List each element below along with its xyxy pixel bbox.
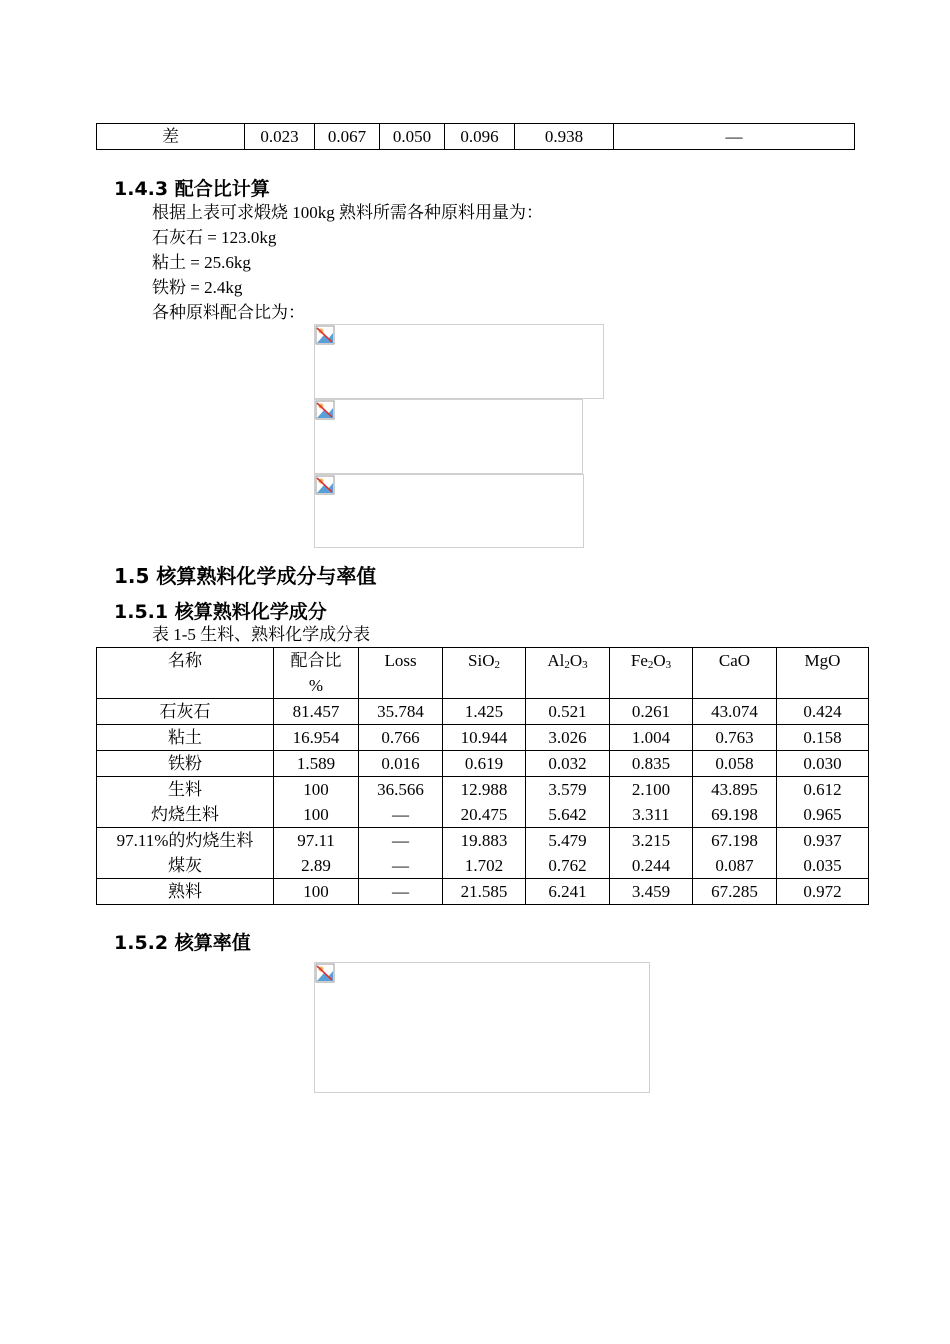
table-cell-pair bbox=[526, 777, 610, 828]
table-cell-line: — bbox=[392, 805, 409, 824]
table-row bbox=[97, 751, 869, 777]
header-mgo: MgO bbox=[777, 648, 869, 699]
table-cell: 熟料 bbox=[97, 879, 274, 905]
fe2o3-b: O bbox=[653, 651, 666, 670]
table-cell-pair bbox=[274, 777, 359, 828]
table-cell-line: 灼烧生料 bbox=[151, 805, 219, 824]
table-cell-line: 0.087 bbox=[715, 856, 754, 875]
table-cell-pair bbox=[443, 777, 526, 828]
table-cell: 粘土 bbox=[97, 725, 274, 751]
formula-image-2 bbox=[314, 399, 583, 474]
table-header-row bbox=[97, 648, 869, 699]
table-row bbox=[97, 699, 869, 725]
broken-image-icon bbox=[315, 475, 335, 495]
table-cell: 0.016 bbox=[359, 751, 443, 777]
table-cell: 0.763 bbox=[693, 725, 777, 751]
table-cell-line: 0.244 bbox=[631, 856, 671, 875]
table-cell-line: 100 bbox=[303, 805, 329, 824]
al2o3-s1: 2 bbox=[564, 659, 570, 671]
table-cell: 0.835 bbox=[610, 751, 693, 777]
fe2o3-a: Fe bbox=[630, 651, 648, 670]
table-cell: 0.766 bbox=[359, 725, 443, 751]
table-cell-line: 67.198 bbox=[711, 831, 758, 850]
table-cell: 81.457 bbox=[274, 699, 359, 725]
table-cell: 3.459 bbox=[610, 879, 693, 905]
table-cell-pair bbox=[526, 828, 610, 879]
table-cell: 6.241 bbox=[526, 879, 610, 905]
header-ratio bbox=[274, 648, 359, 699]
table-cell: 43.074 bbox=[693, 699, 777, 725]
table-cell-line: 2.89 bbox=[301, 856, 331, 875]
table-cell-line: 0.762 bbox=[548, 856, 587, 875]
section-heading-1-5: 1.5 核算熟料化学成分与率值 bbox=[114, 564, 377, 588]
sio2-sub: 2 bbox=[494, 659, 500, 671]
table-cell: 0.030 bbox=[777, 751, 869, 777]
table-row-group bbox=[97, 777, 869, 828]
iron-powder-amount: 铁粉 = 2.4kg bbox=[152, 278, 243, 297]
table-cell: 16.954 bbox=[274, 725, 359, 751]
table-cell-pair bbox=[610, 777, 693, 828]
formula-image-1 bbox=[314, 324, 604, 399]
table-cell-pair bbox=[693, 828, 777, 879]
table-cell: — bbox=[359, 879, 443, 905]
formula-image-4 bbox=[314, 962, 650, 1093]
table-cell-line: 5.642 bbox=[548, 805, 587, 824]
table-cell: 0.032 bbox=[526, 751, 610, 777]
table-cell-line: 12.988 bbox=[460, 780, 508, 799]
table-cell: 0.521 bbox=[526, 699, 610, 725]
table-cell-pair bbox=[693, 777, 777, 828]
table-cell-line: 36.566 bbox=[377, 780, 424, 799]
table-cell-pair bbox=[97, 777, 274, 828]
table-cell-pair bbox=[359, 828, 443, 879]
fe2o3-s1: 2 bbox=[647, 659, 654, 671]
al2o3-s2: 3 bbox=[582, 659, 588, 671]
table-cell: 1.589 bbox=[274, 751, 359, 777]
table-cell-line: 100 bbox=[303, 780, 329, 799]
table-cell-line: 5.479 bbox=[548, 831, 587, 850]
table-cell-line: — bbox=[392, 831, 409, 850]
table-cell-line: 20.475 bbox=[460, 805, 508, 824]
ratio-intro: 各种原料配合比为： bbox=[152, 303, 305, 322]
table-cell: 铁粉 bbox=[97, 751, 274, 777]
table-cell: 35.784 bbox=[359, 699, 443, 725]
table-cell: 67.285 bbox=[693, 879, 777, 905]
table-cell: 100 bbox=[274, 879, 359, 905]
table-cell: 1.004 bbox=[610, 725, 693, 751]
table-cell: 0.058 bbox=[693, 751, 777, 777]
table-cell: 0.096 bbox=[445, 124, 515, 150]
table-cell-pair bbox=[777, 828, 869, 879]
limestone-amount: 石灰石 = 123.0kg bbox=[152, 228, 277, 247]
table-cell: 0.023 bbox=[245, 124, 315, 150]
table-cell: 0.067 bbox=[315, 124, 380, 150]
formula-image-3 bbox=[314, 474, 584, 548]
table-cell-line: 0.937 bbox=[803, 831, 842, 850]
table-cell: 差 bbox=[97, 124, 245, 150]
broken-image-icon bbox=[315, 400, 335, 420]
table-cell-line: 0.965 bbox=[803, 805, 842, 824]
header-al2o3 bbox=[526, 648, 610, 699]
table-cell-line: 3.311 bbox=[632, 805, 670, 824]
table-cell-line: 97.11%的灼烧生料 bbox=[116, 831, 254, 850]
table-cell-line: 97.11 bbox=[297, 831, 335, 850]
table-cell: 21.585 bbox=[443, 879, 526, 905]
clay-amount: 粘土 = 25.6kg bbox=[152, 253, 251, 272]
section-heading-1-5-1: 1.5.1 核算熟料化学成分 bbox=[114, 601, 327, 623]
table-row bbox=[97, 879, 869, 905]
table-cell: 10.944 bbox=[443, 725, 526, 751]
table-cell: 0.938 bbox=[515, 124, 614, 150]
table-cell-pair bbox=[777, 777, 869, 828]
table-cell-line: 0.035 bbox=[803, 856, 842, 875]
table-cell-line: 1.702 bbox=[464, 856, 504, 875]
header-loss: Loss bbox=[359, 648, 443, 699]
table-row-group bbox=[97, 828, 869, 879]
table-cell-pair bbox=[359, 777, 443, 828]
table-row bbox=[97, 124, 855, 150]
header-name: 名称 bbox=[97, 648, 274, 699]
header-sio2 bbox=[443, 648, 526, 699]
table-cell-line: 19.883 bbox=[460, 831, 508, 850]
table-cell: 1.425 bbox=[443, 699, 526, 725]
header-ratio-line2: % bbox=[308, 676, 324, 695]
intro-paragraph: 根据上表可求煅烧 100kg 熟料所需各种原料用量为： bbox=[152, 203, 543, 222]
table-cell: — bbox=[614, 124, 855, 150]
table-cell-line: 69.198 bbox=[711, 805, 758, 824]
table-cell-line: 2.100 bbox=[631, 780, 671, 799]
table-cell-pair bbox=[97, 828, 274, 879]
table-cell: 石灰石 bbox=[97, 699, 274, 725]
broken-image-icon bbox=[315, 325, 335, 345]
table-cell-line: 43.895 bbox=[711, 780, 758, 799]
table-cell-line: 生料 bbox=[168, 780, 202, 799]
top-table bbox=[96, 123, 855, 150]
table-cell: 0.261 bbox=[610, 699, 693, 725]
table-cell: 0.424 bbox=[777, 699, 869, 725]
table-cell-line: — bbox=[392, 856, 409, 875]
table-cell-line: 3.579 bbox=[548, 780, 587, 799]
section-heading-1-4-3: 1.4.3 配合比计算 bbox=[114, 178, 270, 200]
table-cell-pair bbox=[443, 828, 526, 879]
broken-image-icon bbox=[315, 963, 335, 983]
table-cell: 0.158 bbox=[777, 725, 869, 751]
table-cell: 3.026 bbox=[526, 725, 610, 751]
table-cell-line: 3.215 bbox=[631, 831, 671, 850]
table-cell-line: 煤灰 bbox=[168, 856, 202, 875]
al2o3-b: O bbox=[569, 651, 583, 670]
al2o3-a: Al bbox=[547, 651, 565, 670]
header-fe2o3 bbox=[610, 648, 693, 699]
fe2o3-s2: 3 bbox=[665, 659, 672, 671]
table-cell: 0.972 bbox=[777, 879, 869, 905]
table-cell-line: 0.612 bbox=[803, 780, 842, 799]
section-heading-1-5-2: 1.5.2 核算率值 bbox=[114, 932, 251, 954]
table-cell: 0.619 bbox=[443, 751, 526, 777]
header-cao: CaO bbox=[693, 648, 777, 699]
header-ratio-line1: 配合比 bbox=[290, 651, 342, 670]
table-row bbox=[97, 725, 869, 751]
table-caption: 表 1-5 生料、熟料化学成分表 bbox=[152, 625, 371, 644]
table-cell: 0.050 bbox=[380, 124, 445, 150]
sio2-base: SiO bbox=[468, 651, 495, 670]
table-cell-pair bbox=[274, 828, 359, 879]
table-cell-pair bbox=[610, 828, 693, 879]
composition-table bbox=[96, 647, 869, 905]
